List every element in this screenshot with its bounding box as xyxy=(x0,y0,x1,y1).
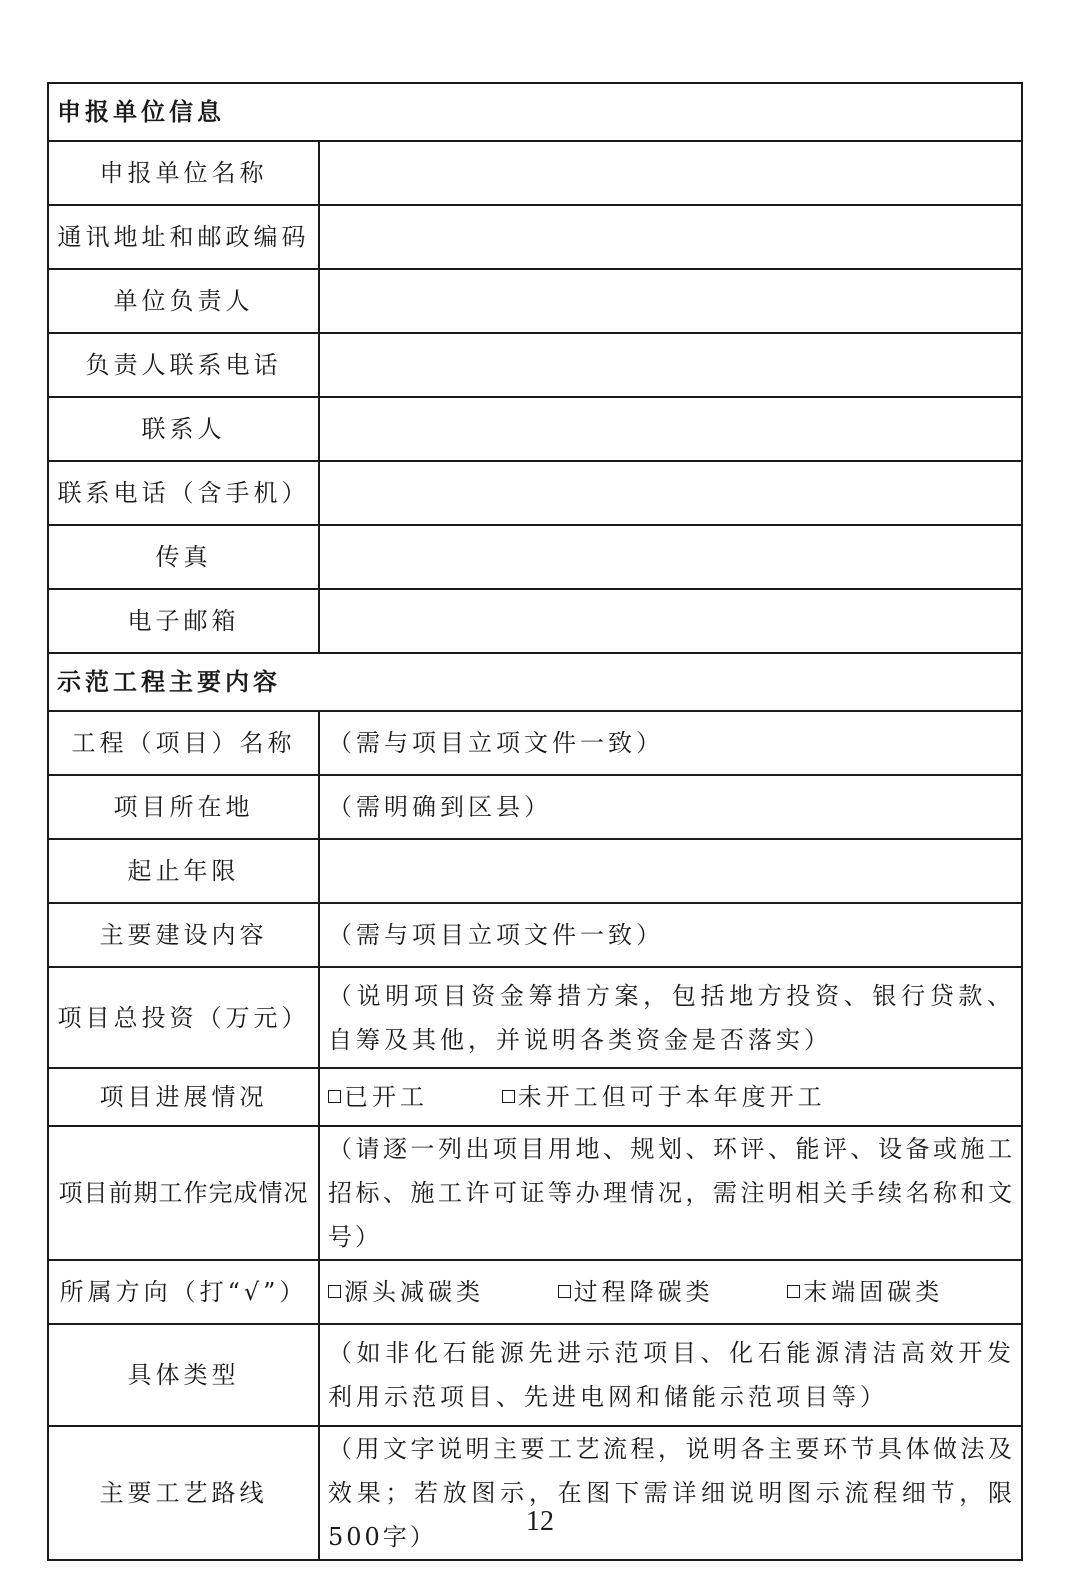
process-route-field[interactable]: （用文字说明主要工艺流程，说明各主要环节具体做法及效果；若放图示，在图下需详细说明图示流程细节，限500字） xyxy=(319,1426,1022,1560)
direction-option-end[interactable] xyxy=(787,1270,943,1314)
section-header-unit-info: 申报单位信息 xyxy=(48,83,1022,141)
field-label: 电子邮箱 xyxy=(48,589,319,653)
form-row xyxy=(48,775,1022,839)
option-label: 末端固碳类 xyxy=(803,1278,944,1306)
option-label: 已开工 xyxy=(344,1083,428,1111)
checkbox-icon[interactable] xyxy=(328,1090,341,1103)
form-row xyxy=(48,1126,1022,1260)
application-form-table xyxy=(47,82,1023,1561)
preliminary-work-field[interactable]: （请逐一列出项目用地、规划、环评、能评、设备或施工招标、施工许可证等办理情况，需注明相关手续名称和文号） xyxy=(319,1126,1022,1260)
field-label: 具体类型 xyxy=(48,1324,319,1426)
project-name-field[interactable]: （需与项目立项文件一致） xyxy=(319,711,1022,775)
field-label: 申报单位名称 xyxy=(48,141,319,205)
specific-type-field[interactable]: （如非化石能源先进示范项目、化石能源清洁高效开发利用示范项目、先进电网和储能示范项目等） xyxy=(319,1324,1022,1426)
field-label: 负责人联系电话 xyxy=(48,333,319,397)
field-label: 联系电话（含手机） xyxy=(48,461,319,525)
form-row xyxy=(48,269,1022,333)
field-label: 项目所在地 xyxy=(48,775,319,839)
checkbox-icon[interactable] xyxy=(328,1285,341,1298)
form-row xyxy=(48,711,1022,775)
project-period-field[interactable] xyxy=(319,839,1022,903)
form-row xyxy=(48,1426,1022,1560)
field-label: 通讯地址和邮政编码 xyxy=(48,205,319,269)
form-row xyxy=(48,397,1022,461)
direction-option-source[interactable] xyxy=(328,1270,484,1314)
fax-field[interactable] xyxy=(319,525,1022,589)
progress-option-started[interactable] xyxy=(328,1075,428,1119)
form-row xyxy=(48,589,1022,653)
field-label: 项目进展情况 xyxy=(48,1068,319,1126)
form-row xyxy=(48,903,1022,967)
form-row xyxy=(48,1260,1022,1324)
form-row xyxy=(48,839,1022,903)
field-label: 项目前期工作完成情况 xyxy=(48,1126,319,1260)
option-label: 源头减碳类 xyxy=(344,1278,484,1306)
field-label: 主要建设内容 xyxy=(48,903,319,967)
progress-option-not-started[interactable] xyxy=(502,1075,826,1119)
form-row xyxy=(48,461,1022,525)
form-row xyxy=(48,967,1022,1068)
checkbox-icon[interactable] xyxy=(502,1090,515,1103)
checkbox-icon[interactable] xyxy=(558,1285,571,1298)
form-row xyxy=(48,525,1022,589)
direction-option-process[interactable] xyxy=(558,1270,714,1314)
field-label: 传真 xyxy=(48,525,319,589)
form-row xyxy=(48,205,1022,269)
unit-head-field[interactable] xyxy=(319,269,1022,333)
option-label: 过程降碳类 xyxy=(573,1278,714,1306)
construction-content-field[interactable]: （需与项目立项文件一致） xyxy=(319,903,1022,967)
form-row xyxy=(48,1068,1022,1126)
field-label: 所属方向（打“√”） xyxy=(48,1260,319,1324)
checkbox-icon[interactable] xyxy=(787,1285,800,1298)
field-label: 起止年限 xyxy=(48,839,319,903)
email-field[interactable] xyxy=(319,589,1022,653)
head-phone-field[interactable] xyxy=(319,333,1022,397)
field-label: 项目总投资（万元） xyxy=(48,967,319,1068)
option-label: 未开工但可于本年度开工 xyxy=(517,1083,826,1111)
direction-options xyxy=(319,1260,1022,1324)
section-header-main-content: 示范工程主要内容 xyxy=(48,653,1022,711)
total-investment-field[interactable]: （说明项目资金筹措方案，包括地方投资、银行贷款、自筹及其他，并说明各类资金是否落实） xyxy=(319,967,1022,1068)
field-label: 工程（项目）名称 xyxy=(48,711,319,775)
unit-name-field[interactable] xyxy=(319,141,1022,205)
project-location-field[interactable]: （需明确到区县） xyxy=(319,775,1022,839)
contact-phone-field[interactable] xyxy=(319,461,1022,525)
page-number: 12 xyxy=(526,1506,554,1537)
progress-options xyxy=(319,1068,1022,1126)
field-label: 主要工艺路线 xyxy=(48,1426,319,1560)
form-row xyxy=(48,1324,1022,1426)
field-label: 联系人 xyxy=(48,397,319,461)
address-postcode-field[interactable] xyxy=(319,205,1022,269)
form-row xyxy=(48,333,1022,397)
field-label: 单位负责人 xyxy=(48,269,319,333)
contact-person-field[interactable] xyxy=(319,397,1022,461)
form-row xyxy=(48,141,1022,205)
